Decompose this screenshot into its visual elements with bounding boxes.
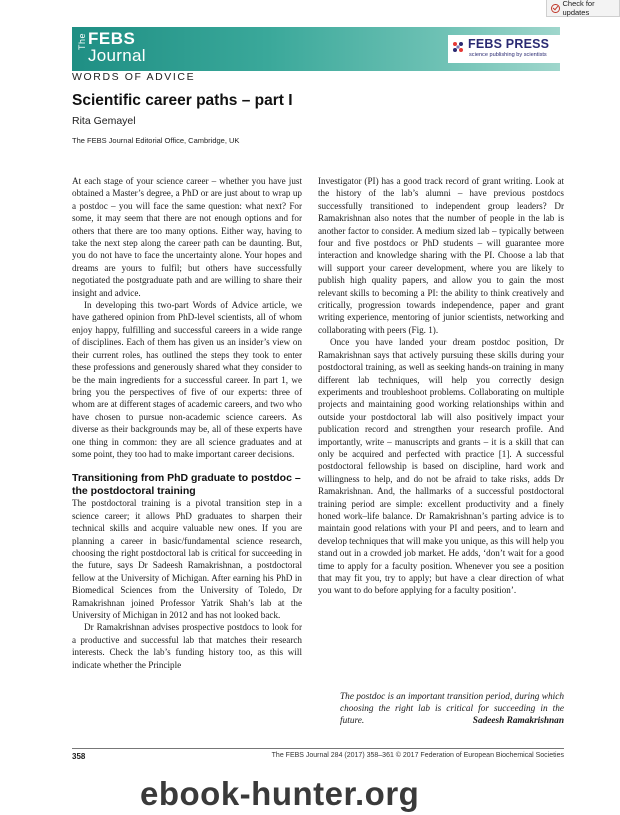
febs-press-logo (448, 35, 564, 63)
right-column (318, 175, 564, 597)
paragraph: The postdoctoral training is a pivotal transition step in a science career; it allows PhD graduates to sharpen their technical skills and acquire valuable new ones. If you are planning a career in basic/fundamental science research, choosing the right postdoctoral lab is critical for succeeding in the future, says Dr Sadeesh Ramakrishnan, a postdoctoral fellow at the University of Michigan. After earning his PhD in Biomedical Sciences from the University of Toledo, Dr Ramakrishnan joined Professor Yatrik Shah’s lab at the University of Michigan in 2012 and has not looked back. (72, 498, 302, 620)
paragraph: Investigator (PI) has a good track record of grant writing. Look at the history of the lab’s alumni – have previous postdocs successfully transitioned to independent group leaders? Dr Ramakrishnan also notes that the number of people in the lab is another factor to consider. A medium sized lab – typically between four and five postdocs or PhD students – will guarantee more interaction and knowledge sharing with the PI. Choose a lab that will support your career development, where you are likely to publish high quality papers, and allow you to gain the most relevant skills to becoming a PI: the ability to think creatively and critically, progression towards independence, paper and grant writing experience, mentoring of junior scientists, networking and collaborating with peers (Fig. 1). (318, 176, 564, 335)
watermark: ebook-hunter.org (140, 775, 420, 812)
febs-press-name: FEBS PRESS (468, 37, 550, 51)
section-heading: Transitioning from PhD graduate to postdoc – the postdoctoral training (72, 472, 301, 497)
left-column (72, 175, 302, 671)
pull-quote (340, 691, 564, 727)
pull-quote-text: The postdoc is an important transition period, during which choosing the right lab is critical for succeeding in the future. (340, 692, 564, 726)
pull-quote-author: Sadeesh Ramakrishnan (472, 716, 564, 726)
journal-logo-febs: FEBS (88, 29, 136, 48)
check-updates-icon (551, 4, 560, 13)
article-affiliation: The FEBS Journal Editorial Office, Cambridge, UK (72, 136, 240, 145)
section-label: WORDS OF ADVICE (72, 71, 196, 83)
journal-logo-the: The (77, 33, 87, 51)
check-for-updates-badge[interactable] (546, 0, 620, 17)
footer-divider (72, 748, 564, 749)
journal-logo-journal: Journal (88, 46, 146, 65)
article-author: Rita Gemayel (72, 115, 136, 127)
paragraph: Once you have landed your dream postdoc position, Dr Ramakrishnan says that actively pursuing these skills during your postdoctoral training, as well as seeking hands-on training in many different lab techniques, will help you correctly design experiments and troubleshoot problems. Collaborating on multiple projects and maintaining good working relationships within and outside your postdoctoral lab will also positively impact your publication record and strengthen your research profile. And importantly, write – manuscripts and grants – it is a skill that can only be acquired and perfected with practice [1]. A successful postdoctoral fellowship is based on discipline, hard work and willingness to help, and do not be afraid to take risks, adds Dr Ramakrishnan. And, the hallmarks of a successful postdoctoral training period are simple: excellent productivity and a finely honed work–life balance. Dr Ramakrishnan’s parting advice is to maintain good relations with your PI and peers, and to learn and develop techniques that will make you unique, as this will help you stand out in a crowded job market. He adds, ‘don’t wait for a good time to apply for a faculty position. Whenever you see a position that may fit you, try to apply; but have a clear direction of what you want to do before applying for a faculty position’. (318, 337, 564, 596)
febs-press-mark-icon (450, 39, 466, 55)
paragraph: At each stage of your science career – whether you have just obtained a Master’s degree, a PhD or are just about to wrap up a postdoc – you will face the same question: what next? For some, it may seem that there are not enough options and for others that there are too many options. Either way, having to take the next step along the career path can be daunting. But, you do not have to face the uncertainty alone. Your hopes and dreams are yours to fulfil; but others have successfully negotiated the postgraduate path and are willing to share their insight and advice. (72, 176, 302, 298)
check-for-updates-label: Check for updates (562, 0, 595, 17)
paragraph: In developing this two-part Words of Advice article, we have gathered opinion from PhD-level scientists, all of whom enjoy happy, fulfilling and successful careers in a wide range of disciplines. Each of them has given us an insider’s view on their current roles, has outlined the steps they took to enter these professions and generously shared what they consider to be the main ingredients for a successful career. In part 1, we bring you the perspectives of five of our experts: three of whom are at different stages of academic careers, and two who have chosen to pursue non-academic science careers. As diverse as their backgrounds may be, all of these experts have one thing in common: they are all science graduates and at some point, they too had to make important career decisions. (72, 300, 302, 459)
footer-citation: The FEBS Journal 284 (2017) 358–361 © 2017 Federation of European Biochemical Societies (271, 752, 564, 759)
febs-press-tagline: science publishing by scientists (469, 52, 547, 58)
paragraph: Dr Ramakrishnan advises prospective postdocs to look for a productive and successful lab that matches their research interests. Check the lab’s funding history too, as this will indicate whether the Principle (72, 622, 302, 670)
article-title: Scientific career paths – part I (72, 92, 293, 109)
page-number: 358 (72, 752, 86, 761)
